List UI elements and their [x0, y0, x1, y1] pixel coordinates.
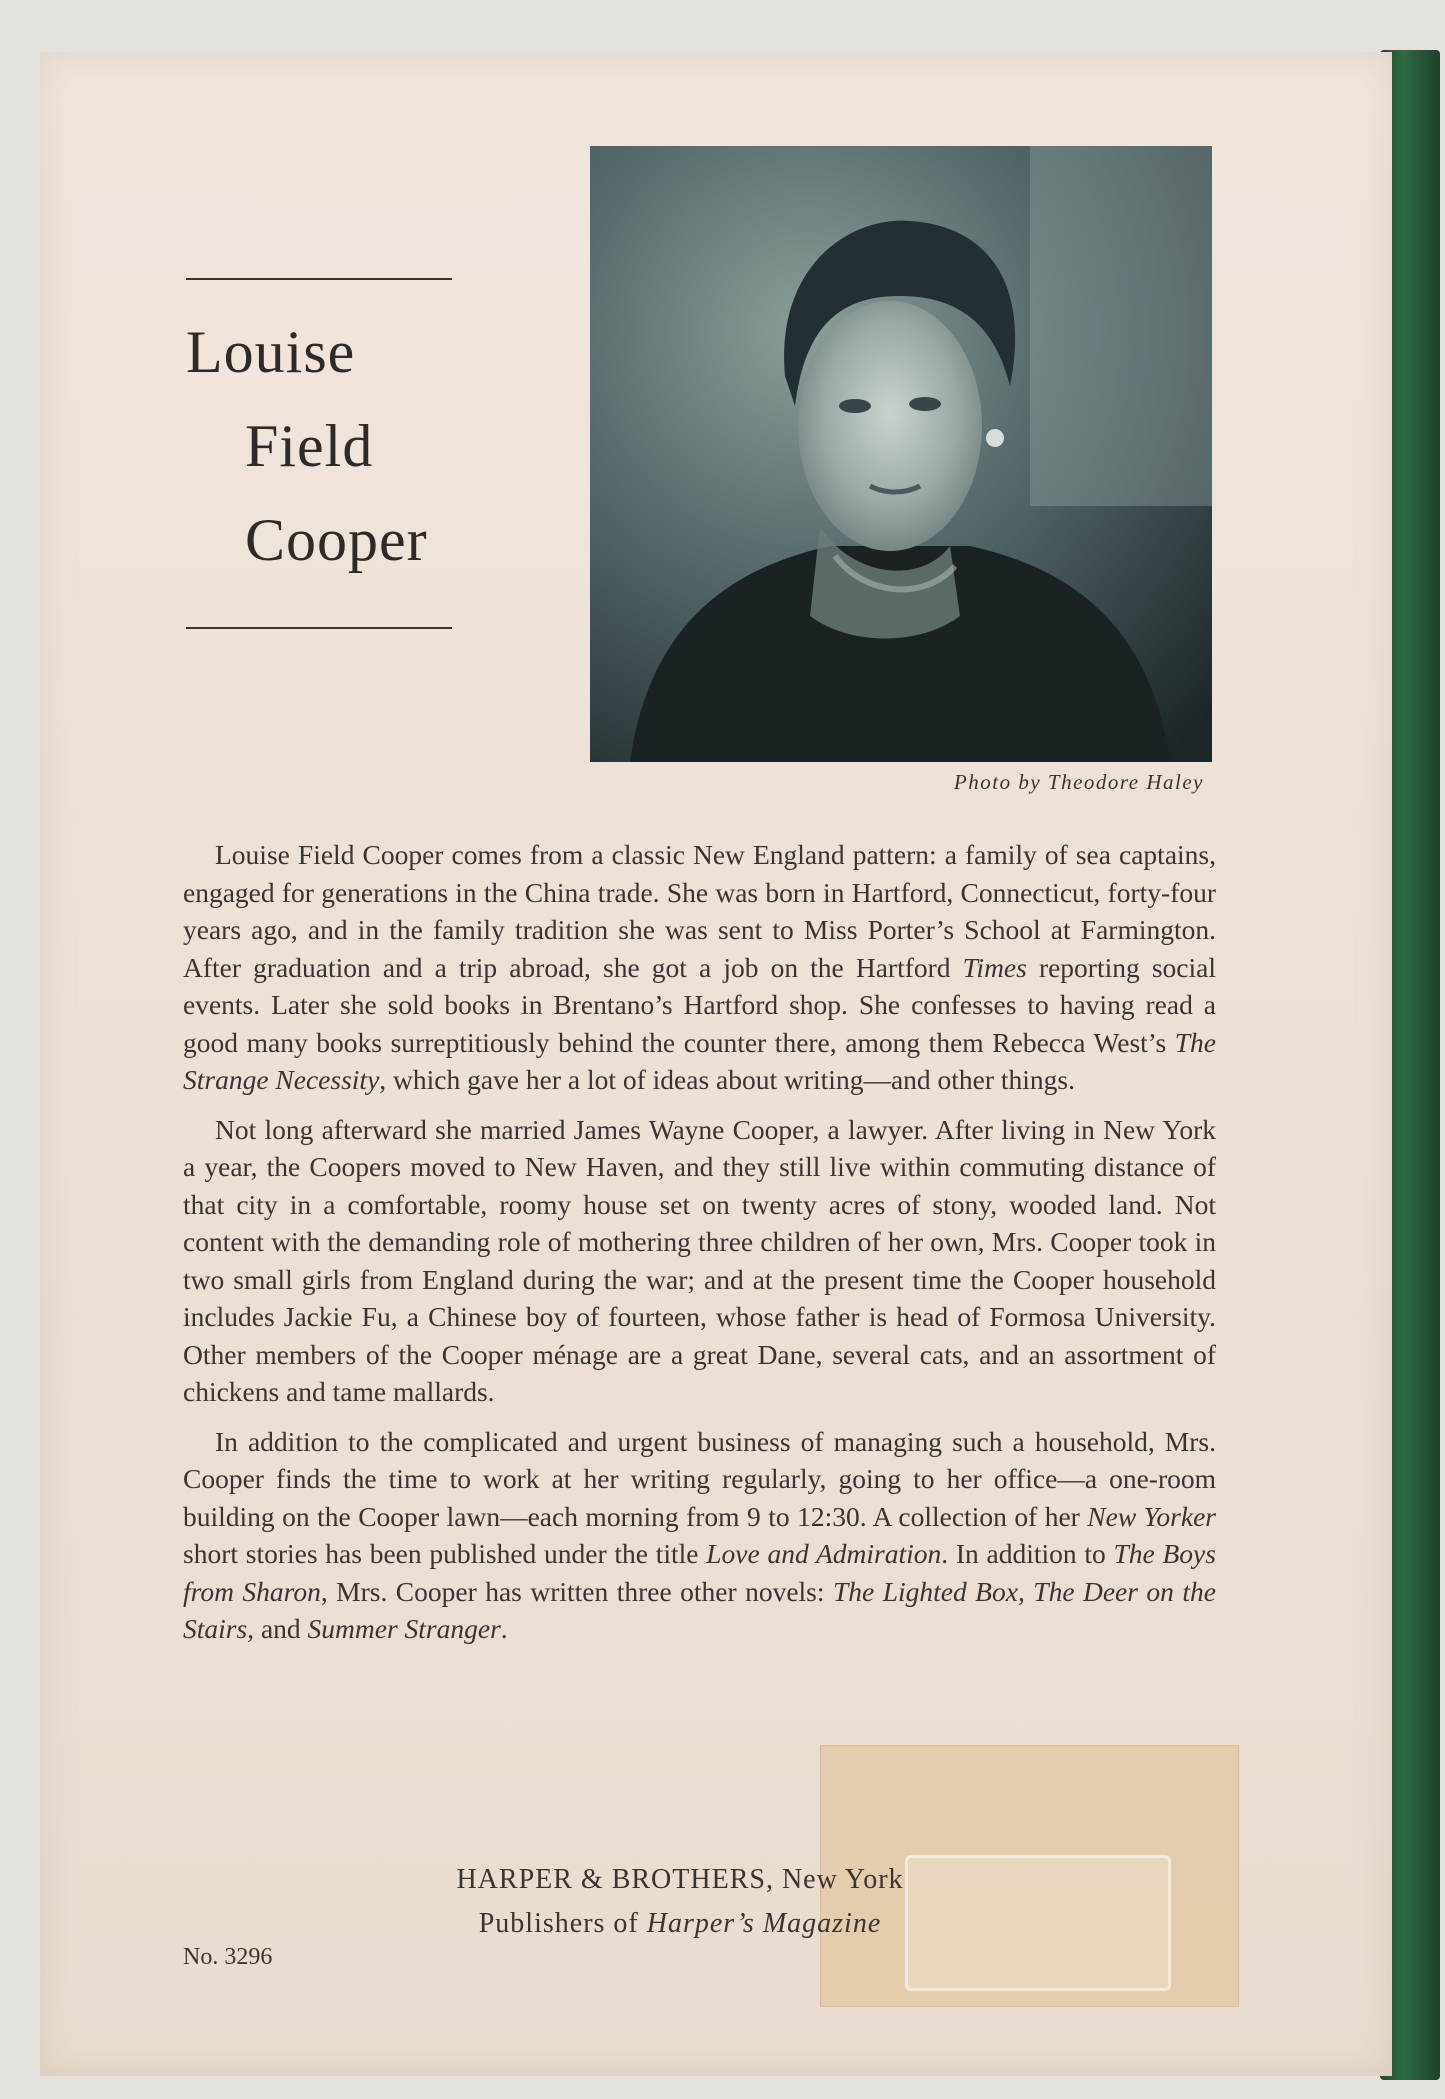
author-portrait-icon [590, 146, 1212, 762]
sticker-torn-area [905, 1855, 1171, 1991]
bio-paragraph-1 [183, 836, 1216, 1099]
bio-p1-text-e: , which gave her a lot of ideas about writing—and other things. [379, 1064, 1076, 1095]
bio-paragraph-2: Not long afterward she married James Wayne Cooper, a lawyer. After living in New York a year, the Coopers moved to New Haven, and they still live within commuting distance of that city in a comfortable, roomy house set on twenty acres of stony, wooded land. Not content with the demanding role of mothering three children of her own, Mrs. Cooper took in two small girls from England during the war; and at the present time the Cooper household includes Jackie Fu, a Chinese boy of fourteen, whose father is head of Formosa University. Other members of the Cooper ménage are a great Dane, several cats, and an assortment of chickens and tame mallards. [183, 1113, 1216, 1407]
author-last-name: Cooper [245, 507, 428, 573]
top-rule [186, 278, 452, 280]
author-photo [590, 146, 1212, 762]
photo-credit: Photo by Theodore Haley [953, 770, 1204, 794]
bio-p3-summer-stranger: Summer Stranger [307, 1613, 501, 1644]
dust-jacket-back [40, 52, 1392, 2076]
bio-paragraph-3 [183, 1423, 1216, 1648]
bio-p3-boys-from-sharon: The Boys from Sharon [183, 1538, 1216, 1607]
author-biography [183, 836, 1216, 1660]
bio-p3-text-c: short stories has been published under the title [183, 1538, 707, 1569]
publisher-imprint [430, 1858, 930, 1946]
bio-p3-text-e: . In addition to [941, 1538, 1114, 1569]
bio-p3-text-k: . [500, 1613, 508, 1644]
bio-p3-love-and-admiration: Love and Admiration [706, 1538, 942, 1569]
author-first-name: Louise [186, 319, 356, 385]
bio-p1-text-a: Louise Field Cooper comes from a classic New England pattern: a family of sea captains, engaged for generations in the China trade. She was born in Hartford, Connecticut, forty-four years ago, and in the family tradition she was sent to Miss Porter’s School at Farmington. After graduation and a trip abroad, she got a job on the Hartford [183, 839, 1216, 983]
bio-p3-new-yorker: New Yorker [1087, 1500, 1216, 1532]
bio-p1-text-c: reporting social events. Later she sold books in Brentano’s Hartford shop. She confesses to having read a good many books surreptitiously behind the counter there, among them Rebecca West’s [183, 951, 1216, 1058]
bio-p3-text-i: and [254, 1613, 308, 1644]
bio-p1-book-title: The Strange Necessity [183, 1026, 1216, 1095]
bio-p1-times: Times [962, 951, 1027, 983]
publisher-tagline [430, 1902, 930, 1946]
bio-p3-novel-titles: The Lighted Box, The Deer on the Stairs, [183, 1575, 1216, 1644]
publisher-magazine: Harper’s Magazine [646, 1908, 882, 1939]
bio-p3-text-g: , Mrs. Cooper has written three other novels: [320, 1575, 833, 1607]
catalog-number: No. 3296 [183, 1944, 273, 1970]
bottom-rule [186, 627, 452, 629]
publisher-name: HARPER & BROTHERS, New York [456, 1864, 904, 1895]
publisher-tagline-prefix: Publishers of [478, 1908, 647, 1939]
bio-p3-text-a: In addition to the complicated and urgent business of managing such a household, Mrs. Cooper finds the time to work at her writing regularly, going to her office—a one-room building on the Cooper lawn—each morning from 9 to 12:30. A collection of her [183, 1425, 1216, 1532]
author-middle-name: Field [245, 413, 374, 479]
